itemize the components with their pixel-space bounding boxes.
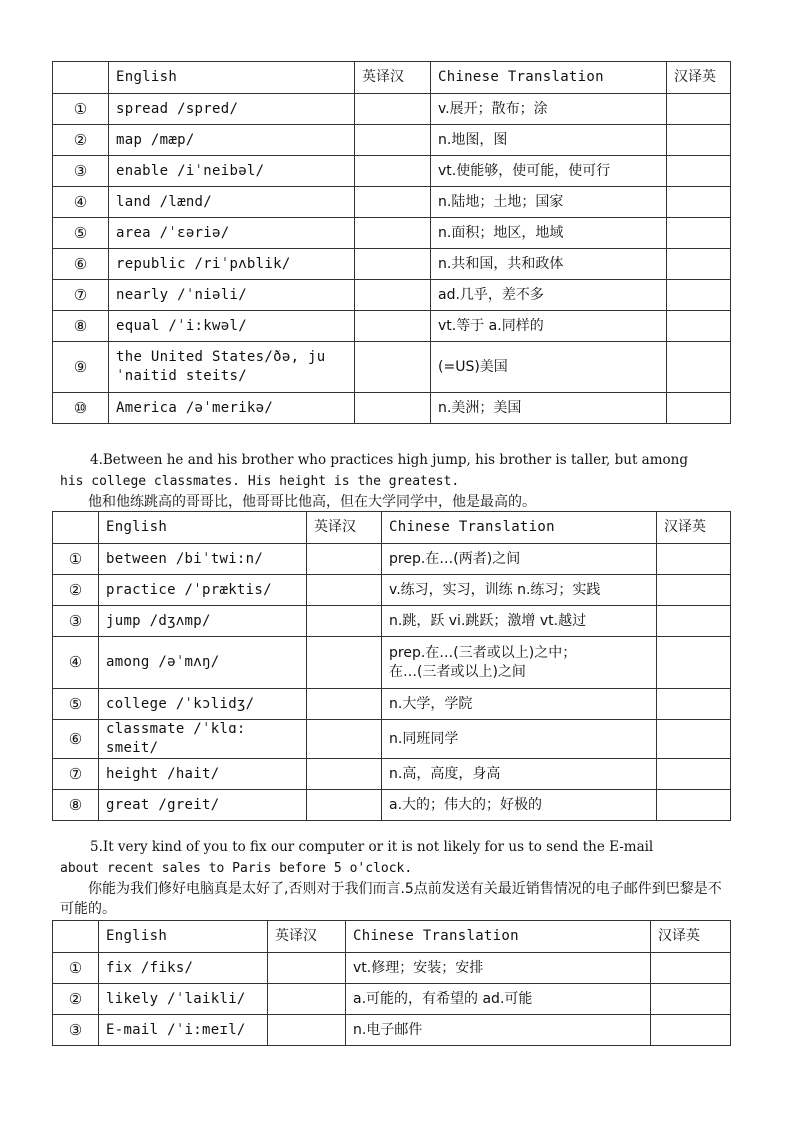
english-word: spread /spred/ xyxy=(109,94,355,125)
english-word: great /greit/ xyxy=(99,790,307,821)
english-word: nearly /ˈniəli/ xyxy=(109,280,355,311)
table-header-row xyxy=(53,512,731,544)
chinese-translation: a.可能的，有希望的 ad.可能 xyxy=(346,984,651,1015)
english-word: classmate /ˈklɑ: smeit/ xyxy=(99,720,307,759)
header-cn-to-en: 汉译英 xyxy=(667,62,731,94)
row-number: ① xyxy=(53,544,99,575)
english-word: republic /riˈpʌblik/ xyxy=(109,249,355,280)
cn-to-en-blank[interactable] xyxy=(667,156,731,187)
row-number: ⑥ xyxy=(53,720,99,759)
cn-to-en-blank[interactable] xyxy=(667,249,731,280)
en-to-cn-blank[interactable] xyxy=(268,953,346,984)
header-english: English xyxy=(99,512,307,544)
row-number: ⑤ xyxy=(53,689,99,720)
en-to-cn-blank[interactable] xyxy=(355,156,431,187)
chinese-translation: n.同班同学 xyxy=(382,720,657,759)
english-word: America /əˈmerikə/ xyxy=(109,393,355,424)
table-row xyxy=(53,311,731,342)
english-word: area /ˈɛəriə/ xyxy=(109,218,355,249)
header-blank xyxy=(53,62,109,94)
table-row xyxy=(53,544,731,575)
chinese-translation: prep.在…(两者)之间 xyxy=(382,544,657,575)
translation-line-2: 在…(三者或以上)之间 xyxy=(389,663,526,680)
row-number: ⑦ xyxy=(53,759,99,790)
table-row xyxy=(53,342,731,393)
chinese-translation: vt.修理；安装；安排 xyxy=(346,953,651,984)
vocab-table-3 xyxy=(52,920,731,1046)
chinese-translation: n.跳，跃 vi.跳跃；激增 vt.越过 xyxy=(382,606,657,637)
table-row xyxy=(53,187,731,218)
english-word: E-mail /ˈi:meɪl/ xyxy=(99,1015,268,1046)
en-to-cn-blank[interactable] xyxy=(307,790,382,821)
english-word: between /biˈtwi:n/ xyxy=(99,544,307,575)
english-word: among /əˈmʌŋ/ xyxy=(99,637,307,689)
cn-to-en-blank[interactable] xyxy=(657,689,731,720)
row-number: ④ xyxy=(53,637,99,689)
en-to-cn-blank[interactable] xyxy=(355,342,431,393)
en-to-cn-blank[interactable] xyxy=(307,575,382,606)
header-en-to-cn: 英译汉 xyxy=(268,921,346,953)
row-number: ① xyxy=(53,94,109,125)
table-row xyxy=(53,759,731,790)
row-number: ④ xyxy=(53,187,109,218)
table-row xyxy=(53,689,731,720)
cn-to-en-blank[interactable] xyxy=(657,544,731,575)
vocab-table-1 xyxy=(52,61,731,424)
en-to-cn-blank[interactable] xyxy=(355,94,431,125)
en-to-cn-blank[interactable] xyxy=(355,125,431,156)
cn-to-en-blank[interactable] xyxy=(667,280,731,311)
header-cn-to-en: 汉译英 xyxy=(651,921,731,953)
english-word: practice /ˈpræktis/ xyxy=(99,575,307,606)
english-word: enable /iˈneibəl/ xyxy=(109,156,355,187)
row-number: ② xyxy=(53,125,109,156)
chinese-translation: n.面积；地区，地域 xyxy=(431,218,667,249)
table-row xyxy=(53,218,731,249)
en-to-cn-blank[interactable] xyxy=(355,393,431,424)
row-number: ⑩ xyxy=(53,393,109,424)
english-word: college /ˈkɔlidʒ/ xyxy=(99,689,307,720)
header-cn-to-en: 汉译英 xyxy=(657,512,731,544)
cn-to-en-blank[interactable] xyxy=(667,218,731,249)
translation-line-1: prep.在…(三者或以上)之中； xyxy=(389,644,577,661)
header-chinese: Chinese Translation xyxy=(346,921,651,953)
sentence-4-lead: 4.Between he and his brother who practices high jump, his brother is taller, but among xyxy=(90,452,688,468)
header-blank xyxy=(53,512,99,544)
row-number: ② xyxy=(53,984,99,1015)
sentence-4-chinese: 他和他练跳高的哥哥比，他哥哥比他高，但在大学同学中，他是最高的。 xyxy=(88,494,536,510)
chinese-translation: n.地图，图 xyxy=(431,125,667,156)
header-chinese: Chinese Translation xyxy=(382,512,657,544)
table-row xyxy=(53,156,731,187)
english-word: jump /dʒʌmp/ xyxy=(99,606,307,637)
chinese-translation: vt.使能够，使可能，使可行 xyxy=(431,156,667,187)
cn-to-en-blank[interactable] xyxy=(667,94,731,125)
table-row xyxy=(53,94,731,125)
table-row xyxy=(53,1015,731,1046)
row-number: ⑨ xyxy=(53,342,109,393)
en-to-cn-blank[interactable] xyxy=(355,218,431,249)
en-to-cn-blank[interactable] xyxy=(355,311,431,342)
chinese-translation: ad.几乎，差不多 xyxy=(431,280,667,311)
english-word: map /mæp/ xyxy=(109,125,355,156)
header-chinese: Chinese Translation xyxy=(431,62,667,94)
chinese-translation xyxy=(382,637,657,689)
row-number: ⑥ xyxy=(53,249,109,280)
chinese-translation: n.陆地；土地；国家 xyxy=(431,187,667,218)
sentence-4-english xyxy=(60,450,734,492)
cn-to-en-blank[interactable] xyxy=(657,759,731,790)
header-english: English xyxy=(99,921,268,953)
header-en-to-cn: 英译汉 xyxy=(307,512,382,544)
en-to-cn-blank[interactable] xyxy=(355,280,431,311)
sentence-5-chinese: 你能为我们修好电脑真是太好了,否则对于我们而言.5点前发送有关最近销售情况的电子邮件到巴黎是不可能的。 xyxy=(60,881,722,917)
english-word: the United States/ðə, juˈnaitid steits/ xyxy=(109,342,355,393)
vocab-table-2 xyxy=(52,511,731,821)
sentence-4-rest: his college classmates. His height is the greatest. xyxy=(60,474,460,489)
cn-to-en-blank[interactable] xyxy=(657,575,731,606)
table-row xyxy=(53,790,731,821)
table-row xyxy=(53,984,731,1015)
cn-to-en-blank[interactable] xyxy=(657,720,731,759)
header-english: English xyxy=(109,62,355,94)
cn-to-en-blank[interactable] xyxy=(651,1015,731,1046)
cn-to-en-blank[interactable] xyxy=(657,606,731,637)
chinese-translation: vt.等于 a.同样的 xyxy=(431,311,667,342)
en-to-cn-blank[interactable] xyxy=(307,689,382,720)
sentence-4 xyxy=(60,450,734,512)
table-row xyxy=(53,393,731,424)
row-number: ③ xyxy=(53,606,99,637)
row-number: ⑦ xyxy=(53,280,109,311)
en-to-cn-blank[interactable] xyxy=(307,759,382,790)
cn-to-en-blank[interactable] xyxy=(667,393,731,424)
sentence-5-english xyxy=(60,837,734,879)
sentence-5-rest: about recent sales to Paris before 5 o'clock. xyxy=(60,861,413,876)
row-number: ① xyxy=(53,953,99,984)
cn-to-en-blank[interactable] xyxy=(657,637,731,689)
cn-to-en-blank[interactable] xyxy=(657,790,731,821)
chinese-translation: n.大学，学院 xyxy=(382,689,657,720)
chinese-translation: (=US)美国 xyxy=(431,342,667,393)
chinese-translation: n.电子邮件 xyxy=(346,1015,651,1046)
chinese-translation: a.大的；伟大的；好极的 xyxy=(382,790,657,821)
en-to-cn-blank[interactable] xyxy=(307,544,382,575)
en-to-cn-blank[interactable] xyxy=(307,720,382,759)
chinese-translation: v.展开；散布；涂 xyxy=(431,94,667,125)
row-number: ② xyxy=(53,575,99,606)
english-word: height /hait/ xyxy=(99,759,307,790)
table-row xyxy=(53,280,731,311)
en-to-cn-blank[interactable] xyxy=(355,249,431,280)
cn-to-en-blank[interactable] xyxy=(667,342,731,393)
english-word: land /lænd/ xyxy=(109,187,355,218)
row-number: ⑧ xyxy=(53,311,109,342)
en-to-cn-blank[interactable] xyxy=(268,1015,346,1046)
table-row xyxy=(53,606,731,637)
en-to-cn-blank[interactable] xyxy=(307,637,382,689)
cn-to-en-blank[interactable] xyxy=(667,311,731,342)
en-to-cn-blank[interactable] xyxy=(268,984,346,1015)
cn-to-en-blank[interactable] xyxy=(667,125,731,156)
en-to-cn-blank[interactable] xyxy=(307,606,382,637)
chinese-translation: v.练习，实习，训练 n.练习；实践 xyxy=(382,575,657,606)
sentence-5-lead: 5.It very kind of you to fix our computer or it is not likely for us to send the E-mail xyxy=(90,839,654,855)
row-number: ⑧ xyxy=(53,790,99,821)
table-row xyxy=(53,953,731,984)
table-row xyxy=(53,720,731,759)
english-word: likely /ˈlaikli/ xyxy=(99,984,268,1015)
chinese-translation: n.高，高度，身高 xyxy=(382,759,657,790)
cn-to-en-blank[interactable] xyxy=(667,187,731,218)
cn-to-en-blank[interactable] xyxy=(651,953,731,984)
table-row xyxy=(53,249,731,280)
header-en-to-cn: 英译汉 xyxy=(355,62,431,94)
table-row xyxy=(53,637,731,689)
header-blank xyxy=(53,921,99,953)
english-word: equal /ˈi:kwəl/ xyxy=(109,311,355,342)
chinese-translation: n.美洲；美国 xyxy=(431,393,667,424)
chinese-translation: n.共和国，共和政体 xyxy=(431,249,667,280)
row-number: ③ xyxy=(53,1015,99,1046)
cn-to-en-blank[interactable] xyxy=(651,984,731,1015)
table-header-row xyxy=(53,921,731,953)
en-to-cn-blank[interactable] xyxy=(355,187,431,218)
english-word: fix /fiks/ xyxy=(99,953,268,984)
table-header-row xyxy=(53,62,731,94)
sentence-5 xyxy=(60,837,734,919)
row-number: ⑤ xyxy=(53,218,109,249)
table-row xyxy=(53,575,731,606)
row-number: ③ xyxy=(53,156,109,187)
table-row xyxy=(53,125,731,156)
